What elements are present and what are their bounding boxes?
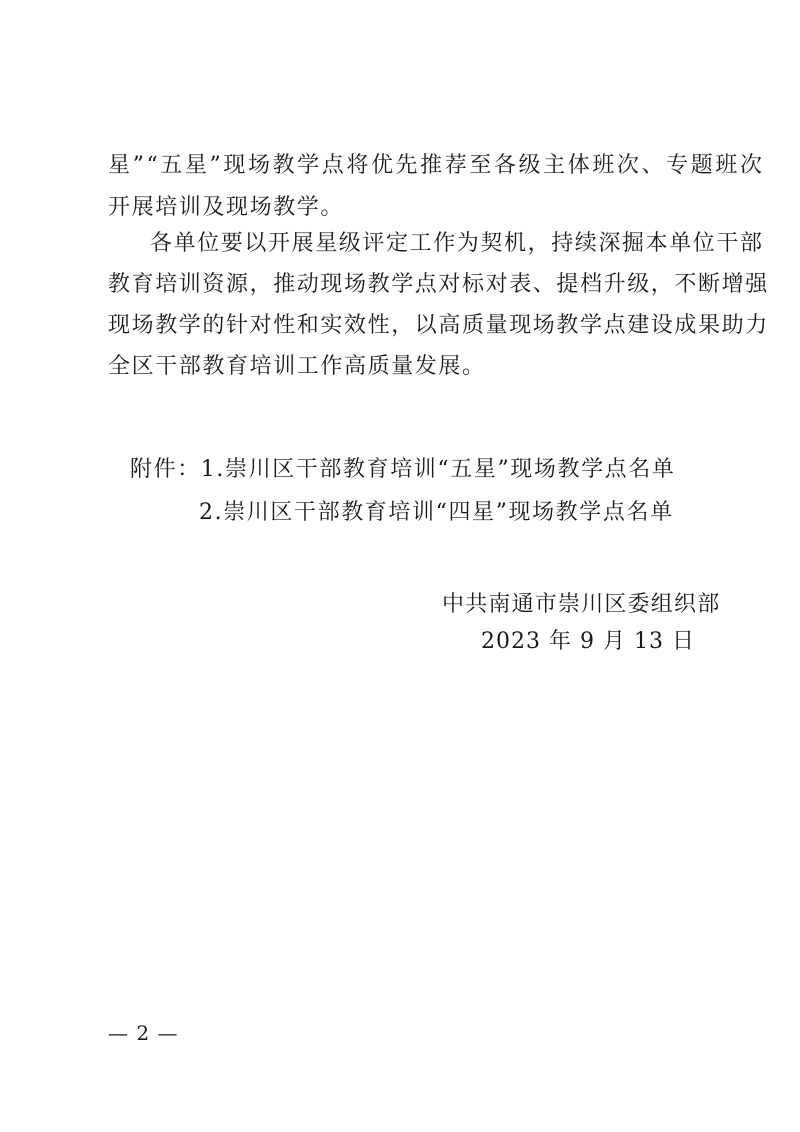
body-paragraph-line: 开展培训及现场教学。 <box>108 195 345 220</box>
page-number: — 2 — <box>108 1021 179 1045</box>
body-paragraph-line: 各单位要以开展星级评定工作为契机，持续深掘本单位干部 <box>150 231 764 256</box>
body-paragraph-line: 现场教学的针对性和实效性，以高质量现场教学点建设成果助力 <box>108 313 769 338</box>
attachment-item-1: 附件：1.崇川区干部教育培训“五星”现场教学点名单 <box>130 457 676 482</box>
body-paragraph-line: 教育培训资源，推动现场教学点对标对表、提档升级，不断增强 <box>108 272 769 297</box>
attachment-item-2: 2.崇川区干部教育培训“四星”现场教学点名单 <box>199 500 674 525</box>
body-paragraph-line: 星”“五星”现场教学点将优先推荐至各级主体班次、专题班次 <box>108 153 765 178</box>
body-paragraph-line: 全区干部教育培训工作高质量发展。 <box>108 354 486 379</box>
issue-date: 2023 年 9 月 13 日 <box>481 629 695 654</box>
issuing-organization: 中共南通市崇川区委组织部 <box>442 592 721 617</box>
